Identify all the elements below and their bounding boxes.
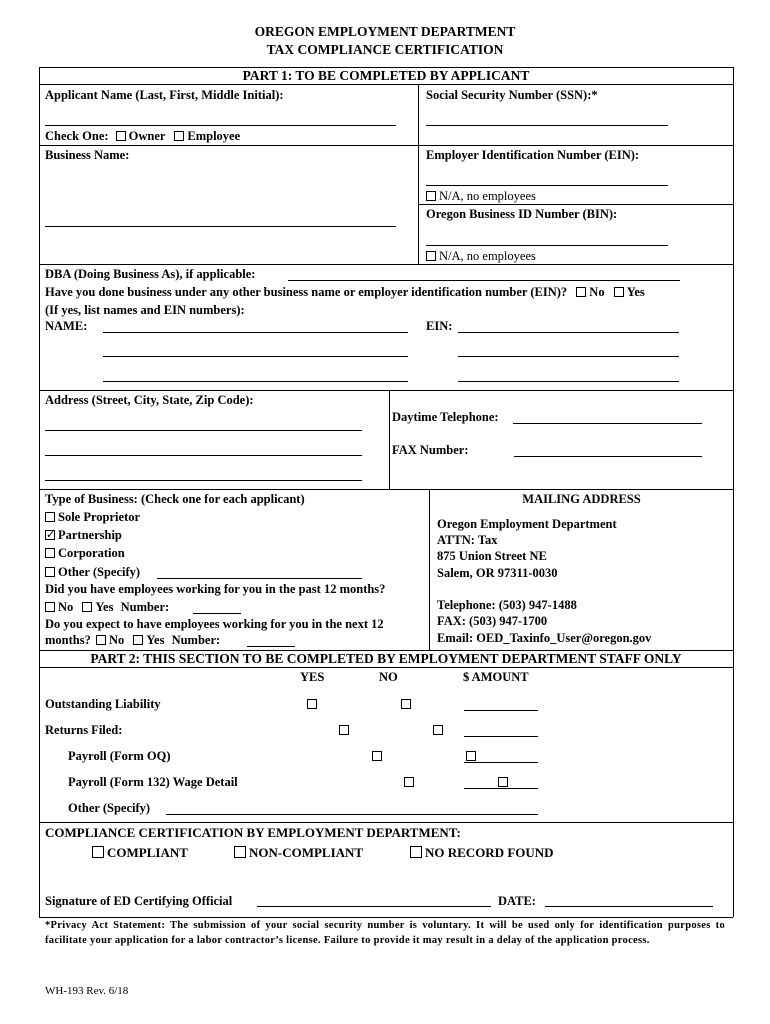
business-type-sole-proprietor [45,510,140,524]
other-business-yes-checkbox[interactable] [614,287,624,297]
non-compliant-checkbox[interactable] [234,846,246,858]
row-returns-filed-label: Returns Filed: [45,723,123,737]
payroll-oq-no-checkbox[interactable] [466,751,476,761]
employees-next-row [45,633,220,647]
ein-label: Employer Identification Number (EIN): [426,148,640,162]
compliant-label: COMPLIANT [107,845,188,860]
other-specify-label: Other (Specify) [68,801,151,815]
returns-filed-yes-checkbox[interactable] [339,725,349,735]
ssn-field[interactable] [426,125,668,126]
mailing-line-1: Oregon Employment Department [437,517,617,531]
no-record-checkbox[interactable] [410,846,422,858]
signature-label: Signature of ED Certifying Official [45,894,233,908]
outstanding-liability-no-checkbox[interactable] [401,699,411,709]
outstanding-liability-yes-checkbox[interactable] [307,699,317,709]
business-name-label: Business Name: [45,148,130,162]
divider [39,84,733,85]
no-record-label: NO RECORD FOUND [425,845,554,860]
bin-na-row [426,249,536,263]
payroll-132-no-checkbox[interactable] [498,777,508,787]
compliant-checkbox[interactable] [92,846,104,858]
other-ein-field-3[interactable] [458,381,679,382]
part1-heading: PART 1: TO BE COMPLETED BY APPLICANT [242,68,530,83]
column-amount: $ AMOUNT [463,670,529,684]
other-type-label: Other (Specify) [58,565,141,579]
partnership-label: Partnership [58,528,122,542]
ein-field[interactable] [426,185,668,186]
mailing-line-2: ATTN: Tax [437,533,498,547]
date-field[interactable] [545,906,713,907]
employees-past-no-label: No [58,600,74,614]
daytime-phone-field[interactable] [513,423,702,424]
returns-filed-amount-field[interactable] [464,736,538,737]
address-field-2[interactable] [45,455,362,456]
divider [418,204,733,205]
row-outstanding-liability-label: Outstanding Liability [45,697,161,711]
employees-next-question-end: months? [45,633,91,647]
employees-past-yes-checkbox[interactable] [82,602,92,612]
business-type-other [45,565,140,579]
applicant-name-label: Applicant Name (Last, First, Middle Initial): [45,88,284,102]
check-one-row [45,129,240,143]
corporation-checkbox[interactable] [45,548,55,558]
returns-filed-no-checkbox[interactable] [433,725,443,735]
other-name-label: NAME: [45,319,88,333]
divider [39,145,733,146]
other-type-checkbox[interactable] [45,567,55,577]
bin-label: Oregon Business ID Number (BIN): [426,207,618,221]
column-divider [429,489,430,650]
divider [39,667,733,668]
corporation-label: Corporation [58,546,125,560]
business-type-partnership [45,528,122,542]
divider [39,390,733,391]
address-label: Address (Street, City, State, Zip Code): [45,393,254,407]
divider [39,489,733,490]
dba-field[interactable] [288,280,680,281]
employees-next-question: Do you expect to have employees working for you in the next 12 [45,617,384,631]
applicant-name-field[interactable] [45,125,396,126]
payroll-oq-yes-checkbox[interactable] [372,751,382,761]
employees-next-no-label: No [108,633,125,647]
row-payroll-132-label: Payroll (Form 132) Wage Detail [68,775,238,789]
other-business-no-checkbox[interactable] [576,287,586,297]
other-ein-field-2[interactable] [458,356,679,357]
employees-past-yes-label: Yes [95,600,114,614]
ein-na-checkbox[interactable] [426,191,436,201]
employees-next-number-field[interactable] [247,646,295,647]
mailing-email: Email: OED_Taxinfo_User@oregon.gov [437,631,652,645]
privacy-statement: *Privacy Act Statement: The submission of your social security number is voluntary. It will be used only for identification purposes to facilitate your application for a labor contractor’s license. Failure to provide it may result in a delay of the application process. [45,920,725,946]
divider [39,264,733,265]
daytime-phone-label: Daytime Telephone: [392,410,499,424]
bin-na-label: N/A, no employees [439,249,536,263]
employees-next-no-checkbox[interactable] [96,635,106,645]
non-compliant-option [234,846,363,860]
sole-proprietor-checkbox[interactable] [45,512,55,522]
payroll-oq-amount-field[interactable] [464,762,538,763]
mailing-address-title: MAILING ADDRESS [522,492,641,506]
other-name-field-3[interactable] [103,381,408,382]
address-field-1[interactable] [45,430,362,431]
ein-na-row [426,189,536,203]
other-business-question: Have you done business under any other business name or employer identification number (EIN)? [45,285,568,299]
mailing-fax: FAX: (503) 947-1700 [437,614,548,628]
employees-past-no-checkbox[interactable] [45,602,55,612]
frame-right [733,67,734,917]
column-yes: YES [300,670,325,684]
fax-number-field[interactable] [514,456,702,457]
employee-label: Employee [187,129,241,143]
business-type-corporation [45,546,125,560]
fax-number-label: FAX Number: [392,443,469,457]
other-ein-field-1[interactable] [458,332,679,333]
signature-field[interactable] [257,906,491,907]
ssn-label: Social Security Number (SSN):* [426,88,598,102]
column-divider [389,390,390,489]
partnership-checkbox[interactable] [45,530,55,540]
mailing-line-3: 875 Union Street NE [437,549,547,563]
divider [39,822,733,823]
if-yes-note: (If yes, list names and EIN numbers): [45,303,245,317]
outstanding-liability-amount-field[interactable] [464,710,538,711]
other-name-field-1[interactable] [103,332,408,333]
employees-past-number-field[interactable] [193,613,241,614]
ein-na-label: N/A, no employees [439,189,536,203]
employees-next-yes-checkbox[interactable] [133,635,143,645]
form-number: WH-193 Rev. 6/18 [45,985,129,997]
other-name-field-2[interactable] [103,356,408,357]
employee-checkbox[interactable] [174,131,184,141]
other-business-no-label: No [589,285,605,299]
date-label: DATE: [498,894,536,908]
bin-field[interactable] [426,245,668,246]
employees-next-number-label: Number: [171,633,221,647]
dba-label: DBA (Doing Business As), if applicable: [45,267,256,281]
employees-past-row [45,600,169,614]
employees-next-yes-label: Yes [146,633,165,647]
compliance-heading: COMPLIANCE CERTIFICATION BY EMPLOYMENT DEPARTMENT: [45,825,461,840]
business-name-field[interactable] [45,226,396,227]
column-no: NO [379,670,398,684]
part2-heading: PART 2: THIS SECTION TO BE COMPLETED BY EMPLOYMENT DEPARTMENT STAFF ONLY [90,651,682,666]
payroll-132-yes-checkbox[interactable] [404,777,414,787]
owner-checkbox[interactable] [116,131,126,141]
type-of-business-label: Type of Business: (Check one for each applicant) [45,492,305,506]
other-business-row [45,285,645,299]
other-business-yes-label: Yes [626,285,645,299]
other-specify-field[interactable] [166,814,538,815]
owner-label: Owner [128,129,166,143]
no-record-option [410,846,554,860]
compliant-option [92,846,188,860]
payroll-132-amount-field[interactable] [464,788,538,789]
column-divider [418,84,419,264]
employees-past-number-label: Number: [120,600,170,614]
form-agency-title: OREGON EMPLOYMENT DEPARTMENT [254,24,516,39]
other-ein-label: EIN: [426,319,453,333]
row-payroll-oq-label: Payroll (Form OQ) [68,749,171,763]
mailing-line-4: Salem, OR 97311-0030 [437,566,558,580]
mailing-telephone: Telephone: (503) 947-1488 [437,598,577,612]
bin-na-checkbox[interactable] [426,251,436,261]
form-title: TAX COMPLIANCE CERTIFICATION [266,42,504,57]
frame-left [39,67,40,917]
address-field-3[interactable] [45,480,362,481]
employees-past-question: Did you have employees working for you in the past 12 months? [45,582,386,596]
other-type-field[interactable] [157,578,362,579]
sole-proprietor-label: Sole Proprietor [58,510,141,524]
non-compliant-label: NON-COMPLIANT [249,845,364,860]
check-one-label: Check One: [45,129,109,143]
